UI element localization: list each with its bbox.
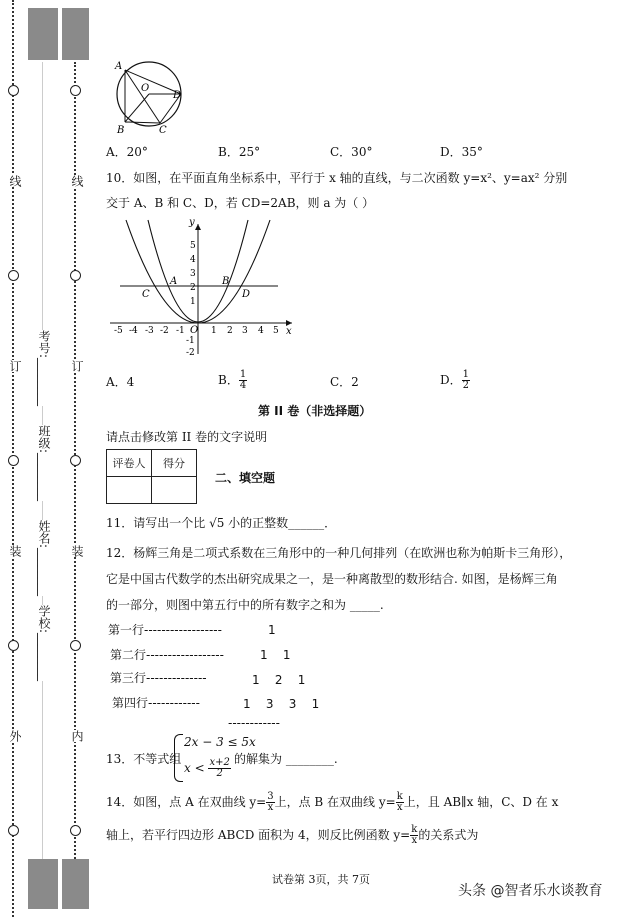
q13-prefix: 13．不等式组 — [106, 752, 182, 766]
section2-title: 第 II 卷（非选择题） — [258, 404, 372, 418]
page-footer: 试卷第 3页，共 7页 — [272, 873, 370, 886]
margin-label-xian: 线 — [8, 175, 22, 187]
q10-xtick: 4 — [258, 326, 264, 336]
q10-parabola-graph — [106, 212, 298, 362]
q10-ytick: 3 — [190, 269, 196, 279]
q10-xtick: 2 — [227, 326, 233, 336]
score-table — [106, 449, 197, 504]
q10-y-label: y — [189, 217, 195, 228]
q12-row1-label: 第一行------------------ — [108, 623, 222, 637]
q10-ytick: 5 — [190, 241, 196, 251]
q10-option-d: D． $\frac{1}{2}$ — [440, 369, 469, 391]
q9-label-b: B — [117, 125, 125, 136]
q9-option-a: A．20° — [106, 145, 148, 159]
q10-xtick: -2 — [160, 326, 169, 336]
q12-line1: 12．杨辉三角是二项式系数在三角形中的一种几何排列（在欧洲也称为帕斯卡三角形）， — [106, 546, 572, 560]
inner-label-ding: 订 — [70, 360, 84, 372]
q10-xtick: 1 — [211, 326, 217, 336]
q10-point-b: B — [222, 276, 230, 287]
q12-row3-label: 第三行-------------- — [110, 671, 207, 685]
margin-label-wai: 外 — [8, 730, 22, 742]
q10-ytick: 2 — [190, 283, 196, 293]
q12-row3-nums: 1 2 1 — [252, 673, 306, 687]
q10-x-label: x — [286, 326, 292, 337]
q10-xtick: 3 — [242, 326, 248, 336]
q9-label-o: O — [141, 83, 150, 94]
q9-option-b: B．25° — [218, 145, 261, 159]
q10-ytick: 1 — [190, 297, 196, 307]
q12-row1-nums: 1 — [268, 623, 276, 637]
q10-origin-label: O — [190, 325, 199, 336]
q12-line3: 的一部分，则图中第五行中的所有数字之和为 _____. — [106, 598, 384, 612]
binding-margin-outer — [0, 0, 27, 917]
q14-line2: 轴上，若平行四边形 ABCD 面积为 4，则反比例函数 y= $\frac{k}{x}$ 的关系式为 — [106, 824, 479, 846]
q10-point-d: D — [242, 289, 251, 300]
inner-label-nei: 内 — [70, 730, 84, 742]
field-name: 姓名:________ — [37, 520, 51, 597]
q12-row2-label: 第二行------------------ — [110, 648, 224, 662]
q10-xtick: 5 — [273, 326, 279, 336]
q13-ineq2: x < $\frac{x+2}{2}$ — [184, 757, 230, 779]
field-exam-no: 考号:________ — [37, 330, 51, 407]
q9-circle-figure — [105, 58, 190, 136]
q12-line2: 它是中国古代数学的杰出研究成果之一，是一种离散型的数形结合. 如图，是杨辉三角 — [106, 572, 558, 586]
q13-ineq1: 2x − 3 ≤ 5x — [184, 735, 256, 749]
q10-stem-line1: 10．如图，在平面直角坐标系中，平行于 x 轴的直线，与二次函数 y=x²、y=ax² 分别 — [106, 171, 568, 185]
q12-row2-nums: 1 1 — [260, 648, 291, 662]
section2-heading: 二、填空题 — [215, 471, 276, 485]
q10-point-a: A — [170, 276, 178, 287]
q10-ytick: -1 — [186, 336, 195, 346]
binding-margin-fields — [28, 0, 58, 917]
q10-xtick: -1 — [176, 326, 185, 336]
margin-label-ding: 订 — [8, 360, 22, 372]
q13-suffix: 的解集为 ________. — [234, 752, 338, 766]
q13-brace — [174, 734, 183, 782]
q10-ytick: -2 — [186, 348, 195, 358]
q12-row4-label: 第四行------------ — [112, 696, 200, 710]
q10-stem-line2: 交于 A、B 和 C、D，若 CD=2AB，则 a 为（ ） — [106, 196, 375, 210]
q9-label-d: D — [173, 90, 182, 101]
q14-line1: 14．如图，点 A 在双曲线 y= $\frac{3}{x}$ 上，点 B 在双曲线 y= $\frac{k}{x}$ 上，且 AB∥x 轴，C、D 在 x — [106, 791, 559, 813]
section2-note: 请点击修改第 II 卷的文字说明 — [106, 430, 268, 444]
q10-xtick: -5 — [114, 326, 123, 336]
field-school: 学校:________ — [37, 605, 51, 682]
q11-text: 11．请写出一个比 √5 小的正整数______． — [106, 516, 337, 530]
binding-margin-inner — [62, 0, 89, 917]
q10-point-c: C — [142, 289, 150, 300]
q9-option-c: C．30° — [330, 145, 373, 159]
inner-label-zhuang: 装 — [70, 545, 84, 557]
margin-label-zhuang: 装 — [8, 545, 22, 557]
score-table-grader: 评卷人 — [107, 450, 152, 477]
inner-label-xian: 线 — [70, 175, 84, 187]
field-class: 班级:________ — [37, 425, 51, 502]
q10-option-c: C．2 — [330, 375, 359, 389]
q9-option-d: D．35° — [440, 145, 483, 159]
q10-xtick: -4 — [129, 326, 138, 336]
q10-ytick: 4 — [190, 255, 196, 265]
q12-trail: ------------ — [228, 716, 280, 730]
watermark: 头条 @智者乐水谈教育 — [458, 883, 603, 899]
q10-option-a: A．4 — [106, 375, 135, 389]
q9-label-c: C — [159, 125, 167, 136]
q10-option-b: B． $\frac{1}{4}$ — [218, 369, 247, 391]
q9-label-a: A — [115, 61, 123, 72]
q10-xtick: -3 — [145, 326, 154, 336]
q12-row4-nums: 1 3 3 1 — [243, 697, 320, 711]
score-table-score: 得分 — [152, 450, 197, 477]
